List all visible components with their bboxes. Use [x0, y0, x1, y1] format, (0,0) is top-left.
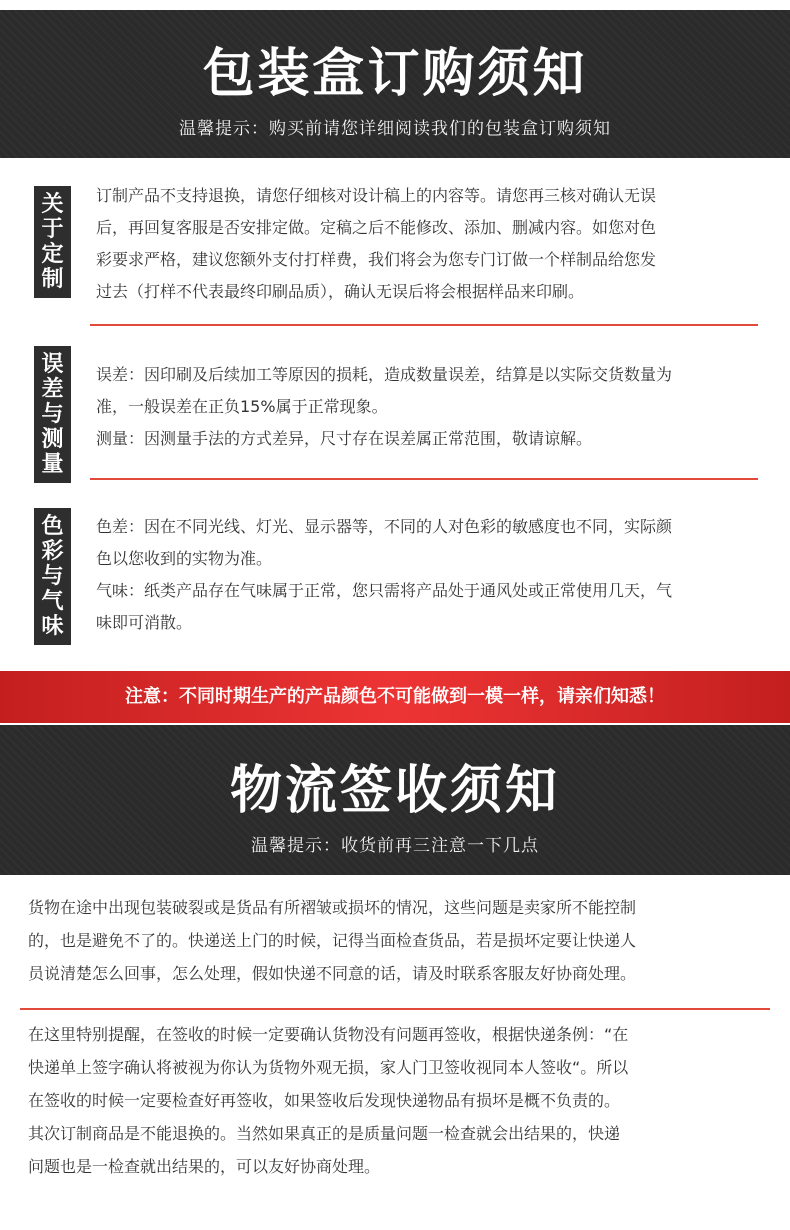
error-measurement-text: 误差：因印刷及后续加工等原因的损耗，造成数量误差，结算是以实际交货数量为 准，一般误差在正负15%属于正常现象。 测量：因测量手法的方式差异，尺寸存在误差属正常范围，敬请谅解。: [96, 365, 673, 448]
divider: [90, 478, 758, 480]
packaging-title: 包装盒订购须知: [202, 44, 588, 104]
divider: [90, 324, 758, 326]
customization-tag: 关 于 定 制: [34, 186, 71, 298]
logistics-title: 物流签收须知: [229, 761, 560, 821]
logistics-paragraph-2: 在这里特别提醒，在签收的时候一定要确认货物没有问题再签收，根据快递条例：“在 快递单上签字确认将被视为你认为货物外观无损，家人门卫签收视同本人签收“。所以 在签收的时候一定要检查好再签收，如果签收后发现快递物品有损坏是概不负责的。 其次订制商品是不能退换的。当然如果真正的是质量问题一检查就会出结果的，快递 问题也是一检查就出结果的，可以友好协商处理。: [28, 1025, 629, 1176]
divider: [20, 1008, 770, 1010]
packaging-header: [0, 10, 790, 158]
notice-bar: 注意：不同时期生产的产品颜色不可能做到一模一样，请亲们知悉！: [0, 671, 790, 723]
color-odor-text: 色差：因在不同光线、灯光、显示器等，不同的人对色彩的敏感度也不同，实际颜 色以您收到的实物为准。 气味：纸类产品存在气味属于正常，您只需将产品处于通风处或正常使用几天，气 味即可消散。: [96, 517, 673, 632]
color-odor-tag: 色 彩 与 气 味: [34, 508, 71, 645]
customization-text: 订制产品不支持退换，请您仔细核对设计稿上的内容等。请您再三核对确认无误 后，再回复客服是否安排定做。定稿之后不能修改、添加、删减内容。如您对色 彩要求严格，建议您额外支付打样费，我们将会为您专门订做一个样制品给您发 过去（打样不代表最终印刷品质），确认无误后将会根据样品来印刷。: [96, 186, 657, 301]
logistics-header: [0, 725, 790, 875]
error-measurement-tag: 误 差 与 测 量: [34, 346, 71, 483]
logistics-subtitle: 温馨提示：收货前再三注意一下几点: [251, 836, 539, 856]
packaging-subtitle: 温馨提示：购买前请您详细阅读我们的包装盒订购须知: [179, 119, 611, 139]
logistics-paragraph-1: 货物在途中出现包装破裂或是货品有所褶皱或损坏的情况，这些问题是卖家所不能控制 的，也是避免不了的。快递送上门的时候，记得当面检查货品，若是损坏定要让快递人 员说清楚怎么回事，怎么处理，假如快递不同意的话，请及时联系客服友好协商处理。: [28, 898, 637, 983]
